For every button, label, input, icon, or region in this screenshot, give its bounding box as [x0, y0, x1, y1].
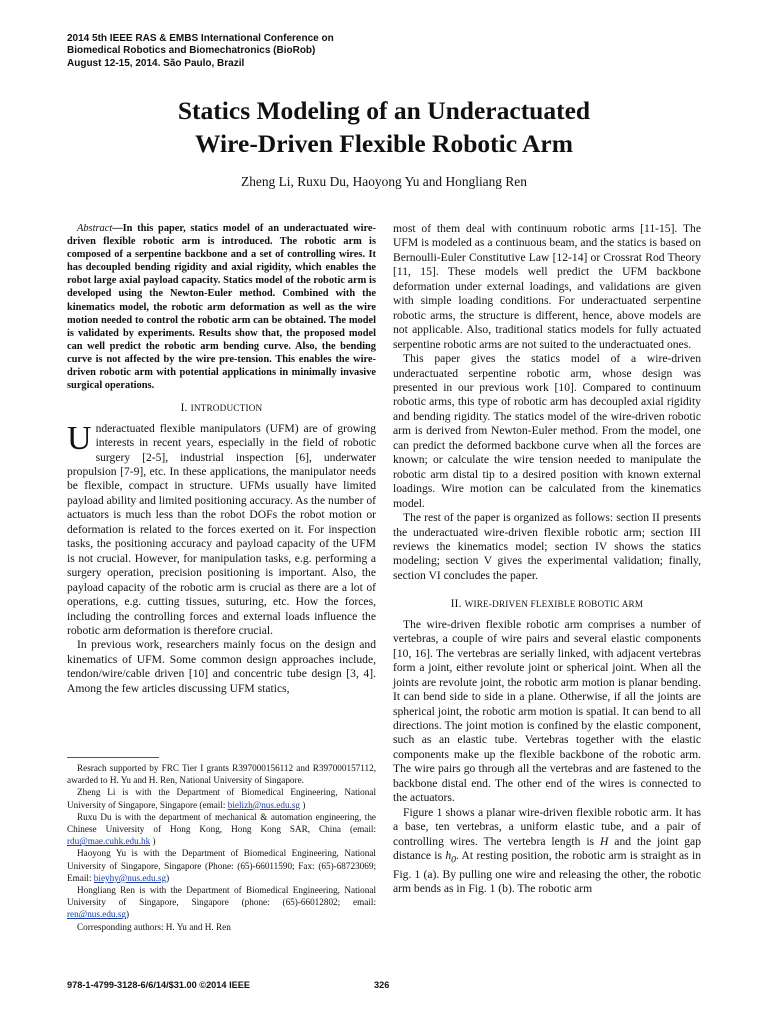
footnote-corresponding: Corresponding authors: H. Yu and H. Ren	[77, 921, 231, 932]
section-2-paragraph-2	[393, 806, 701, 897]
footnote-yu	[67, 847, 376, 884]
symbol-h0-sub: 0	[451, 854, 456, 866]
footnote-ren-end: )	[125, 909, 130, 920]
footer-isbn: 978-1-4799-3128-6/6/14/$31.00 ©2014 IEEE	[67, 980, 251, 990]
intro-paragraph-1	[67, 419, 376, 639]
footnote-ren	[67, 884, 376, 921]
section-2-title: WIRE-DRIVEN FLEXIBLE ROBOTIC ARM	[464, 599, 644, 610]
drop-cap: U	[67, 419, 92, 457]
symbol-H: H	[599, 834, 609, 848]
section-2-number: II.	[450, 598, 462, 611]
symbol-h0-base: h	[445, 849, 452, 863]
footnote-zheng-text: Zheng Li is with the Department of Biomedical Engineering, National University of Singapore, Singapore (email:	[67, 787, 376, 810]
title-line-1: Statics Modeling of an Underactuated	[177, 96, 591, 125]
footnote-funding: Resrach supported by FRC Tier I grants R397000156112 and R397000157112, awarded to H. Yu and H. Ren, National University of Singapore.	[67, 763, 376, 786]
section-2-paragraph-1: The wire-driven flexible robotic arm comprises a number of vertebras, a couple of wire pairs and several elastic components [10, 16]. The vertebras are serially linked, with adjacent vertebras form a joint, either revolute joint or spherical joint. When all the joints are revolute joint, the robotic arm motion is planar bending. It can bend side to side in a plane. Otherwise, if all the joints are spherical joint, the robotic arm motion is spatial. It can bend to all directions. The joint motion is confined by the elastic component, such as an elastic tube. Vertebras together with the elastic components make up the flexible backbone of the robotic arm. The wire pairs go through all the vertebras and are fastened to the backbone distal end. The other end of the wires is connected to the actuators.	[393, 617, 701, 805]
right-column	[393, 222, 701, 897]
section-1-title: INTRODUCTION	[190, 403, 263, 414]
footnote-yu-text: Haoyong Yu is with the Department of Biomedical Engineering, National University of Singapore, Singapore (Phone: (65)-66011590; Fax: (65)-68723069; Email:	[67, 848, 376, 883]
conference-line-2: Biomedical Robotics and Biomechatronics (BioRob)	[67, 45, 316, 57]
conference-header	[67, 33, 397, 70]
section-heading-introduction	[67, 401, 376, 415]
email-link-zheng[interactable]: bielizh@nus.edu.sg	[227, 799, 301, 810]
paper-title	[40, 94, 728, 160]
footnote-ruxu-text: Ruxu Du is with the department of mechanical & automation engineering, the Chinese University of Hong Kong, Hong Kong SAR, China (email:	[67, 811, 376, 835]
intro-paragraph-2: In previous work, researchers mainly focus on the design and kinematics of UFM. Some common design approaches include, tendon/wire/cable driven [10] and concentric tube design [3, 4]. Among the few articles discussing UFM statics,	[67, 638, 376, 695]
email-link-ren[interactable]: ren@nus.edu.sg	[67, 909, 126, 920]
section-heading-wire-driven	[393, 597, 701, 611]
title-line-2: Wire-Driven Flexible Robotic Arm	[195, 129, 573, 158]
abstract-text: —In this paper, statics model of an underactuated wire-driven flexible robotic arm is introduced. The robotic arm is composed of a serpentine backbone and a set of controlling wires. It has decoupled bending rigidity and axial rigidity, which enables the robot large axial payload capacity. Statics model of the robotic arm is developed using the Newton-Euler method. Combined with the kinematics model, the robotic arm deformation as well as the wire motion needed to control the robotic arm can be obtained. The model is validated by experiments. Results show that, the proposed model can well predict the robotic arm bending curve. Also, the bending curve is not affected by the wire pre-tension. This enables the wire-driven robotic arm with potential applications in minimally invasive surgical operations.	[67, 223, 376, 392]
right-paragraph-2: This paper gives the statics model of a wire-driven underactuated serpentine robotic arm, whose design was presented in our previous work [10]. Compared to continuum robotic arms, this type of robotic arm has decoupled axial rigidity and bending rigidity. The statics model of the wire-driven robotic arm is derived from Newton-Euler method. From the model, one can predict the deformed backbone curve when all the forces are known; or calculate the wire tension needed to manipulate the robotic arm distal tip to a desired position with known external loadings. Wire motion can be calculated from the kinematics model.	[393, 352, 701, 510]
conference-line-1: 2014 5th IEEE RAS & EMBS International Conference on	[67, 33, 334, 44]
footnote-ren-text: Hongliang Ren is with the Department of Biomedical Engineering, National University of Singapore, Singapore (phone: (65)-66012802; email:	[67, 885, 376, 908]
abstract-label: Abstract	[77, 223, 113, 234]
s2p2-text-c: . At resting position, the robotic arm is straight as in Fig. 1 (a). By pulling one wire and releasing the other, the robotic arm bends as in Fig. 1 (b). The robotic arm	[393, 849, 702, 896]
footnote-ruxu-end: )	[150, 836, 156, 847]
footnote-ruxu	[67, 811, 376, 848]
conference-line-3: August 12-15, 2014. São Paulo, Brazil	[67, 57, 245, 69]
section-1-number: I.	[180, 402, 188, 415]
symbol-h0	[445, 849, 456, 866]
right-paragraph-continued: most of them deal with continuum robotic arms [11-15]. The UFM is modeled as a continuous beam, and the statics is based on Bernoulli-Euler Constitutive Law [12-14] or Crossrat Rod Theory [11, 15]. These models well predict the UFM backbone deformation under external loadings, and validations are given with simple loading conditions. For underactuated serpentine robotic arms, the structure is different, hence, above models are not applicable. Also, traditional statics models for fully actuated serpentine robotic arms are not suited to the underactuated ones.	[393, 222, 701, 351]
s2p2-text-b: and the joint gap distance is	[393, 834, 701, 863]
email-link-yu[interactable]: bieyhy@nus.edu.sg	[93, 872, 167, 883]
footnote-rule	[67, 757, 159, 758]
s2p2-text-a: Figure 1 shows a planar wire-driven flexible robotic arm. It has a base, ten vertebras, a uniform elastic tube, and a pair of controlling wires. The vertebra length is	[393, 805, 701, 848]
intro-paragraph-1-text: nderactuated flexible manipulators (UFM) are of growing interests in recent years, especially in the field of robotic surgery [2-5], industrial inspection [6], underwater propulsion [7-9], etc. In these applications, the manipulator needs be flexible, compact in structure. UFMs usually have limited payload ability and limited positioning accuracy. As the number of actuators is much less than the robot DOFs the robot motion or deformation is related to the forces exerted on it. For inspection tasks, the positioning accuracy and payload capacity of the UFM is not crucial. However, for manipulation tasks, e.g. performing a surgery operation, precision positioning is important. Also, the payload capacity of the robotic arm is crucial as there are a lot of operations, e.g. cutting tissues, suturing, etc. How the forces, including the controlling forces and external loads influence the robotic arm deformation is therefore crucial.	[67, 421, 376, 638]
email-link-ruxu[interactable]: rdu@mae.cuhk.edu.hk	[67, 836, 151, 847]
footnote-zheng-end: )	[300, 799, 306, 810]
author-list: Zheng Li, Ruxu Du, Haoyong Yu and Hongliang Ren	[241, 174, 527, 189]
footer-page-number: 326	[374, 980, 390, 990]
right-paragraph-3: The rest of the paper is organized as follows: section II presents the underactuated wire-driven flexible robotic arm; section III reviews the kinematics model; section IV shows the statics modeling; section V gives the experimental validation; finally, section VI concludes the paper.	[393, 511, 701, 582]
abstract	[67, 222, 376, 392]
footnote-yu-end: )	[166, 872, 170, 883]
left-column	[67, 222, 376, 696]
footnotes	[67, 762, 376, 933]
footnote-zheng	[67, 786, 376, 810]
